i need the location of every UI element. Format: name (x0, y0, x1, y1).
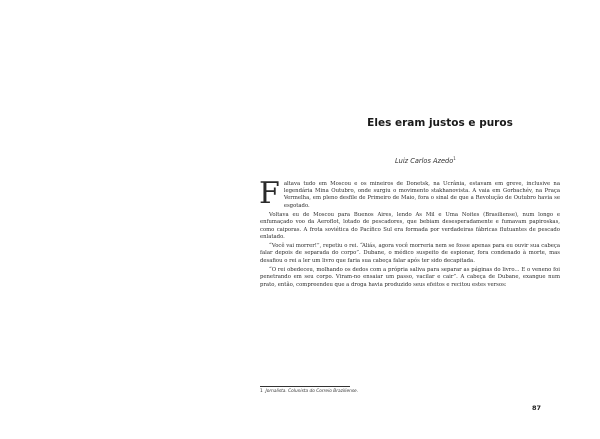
author-name: Luiz Carlos Azedo (395, 157, 454, 166)
author-footnote-marker: 1 (453, 156, 456, 161)
paragraph-3: “Você vai morrer!”, repetiu o rei. “Aliás, agora você morreria nem se fosse apenas para eu ouvir sua cabeça falar depois de separada do corpo”. Dubane, o médico suspeito de espionar, fora condenado à morte, mas desafiou o rei a ler um livro que faria sua cabeça falar após ter sido decapitada. (260, 243, 560, 264)
paragraph-4: “O rei obedeceu, molhando os dedos com a própria saliva para separar as páginas do livro... E o veneno foi penetrando em seu corpo. Viram-no ensaiar um passo, vacilar e cair”. A cabeça de Dubane, exangue num prato, então, compreendeu que a droga havia produzido seus efeitos e recitou estes versos: (260, 267, 560, 288)
drop-cap: F (259, 176, 280, 211)
paragraph-2: Voltava eu de Moscou para Buenos Aires, lendo As Mil e Uma Noites (Brasiliense), num longo e enfumaçado voo da Aeroflot, lotado de pescadores, que bebiam desesperadamente e fumavam papiroskas, como caiporas. A frota soviética do Pacífico Sul era formada por verdadeiras fábricas flutuantes de pescado enlatado. (260, 212, 560, 240)
footnote-divider (260, 386, 350, 387)
footnote-text: Jornalista. Colunista do Correio Braziliense. (265, 389, 359, 394)
body-text (259, 176, 560, 291)
author-byline (395, 156, 456, 165)
page-number: 87 (532, 404, 542, 412)
paragraph-1-text: altava tudo em Moscou e os mineiros de Donetsk, na Ucrânia, estavam em greve, inclusive na legendária Mina Outubro, onde surgiu o movimento stakhanovista. A vaia em Gorbachév, na Praça Vermelha, em pleno desfile de Primeiro de Maio, fora o sinal de que a Revolução de Outubro havia se esgotado. (283, 181, 560, 209)
footnote-number: 1 (260, 389, 263, 394)
paragraph-1 (259, 176, 560, 211)
chapter-title: Eles eram justos e puros (367, 117, 513, 129)
footnote (260, 389, 358, 394)
